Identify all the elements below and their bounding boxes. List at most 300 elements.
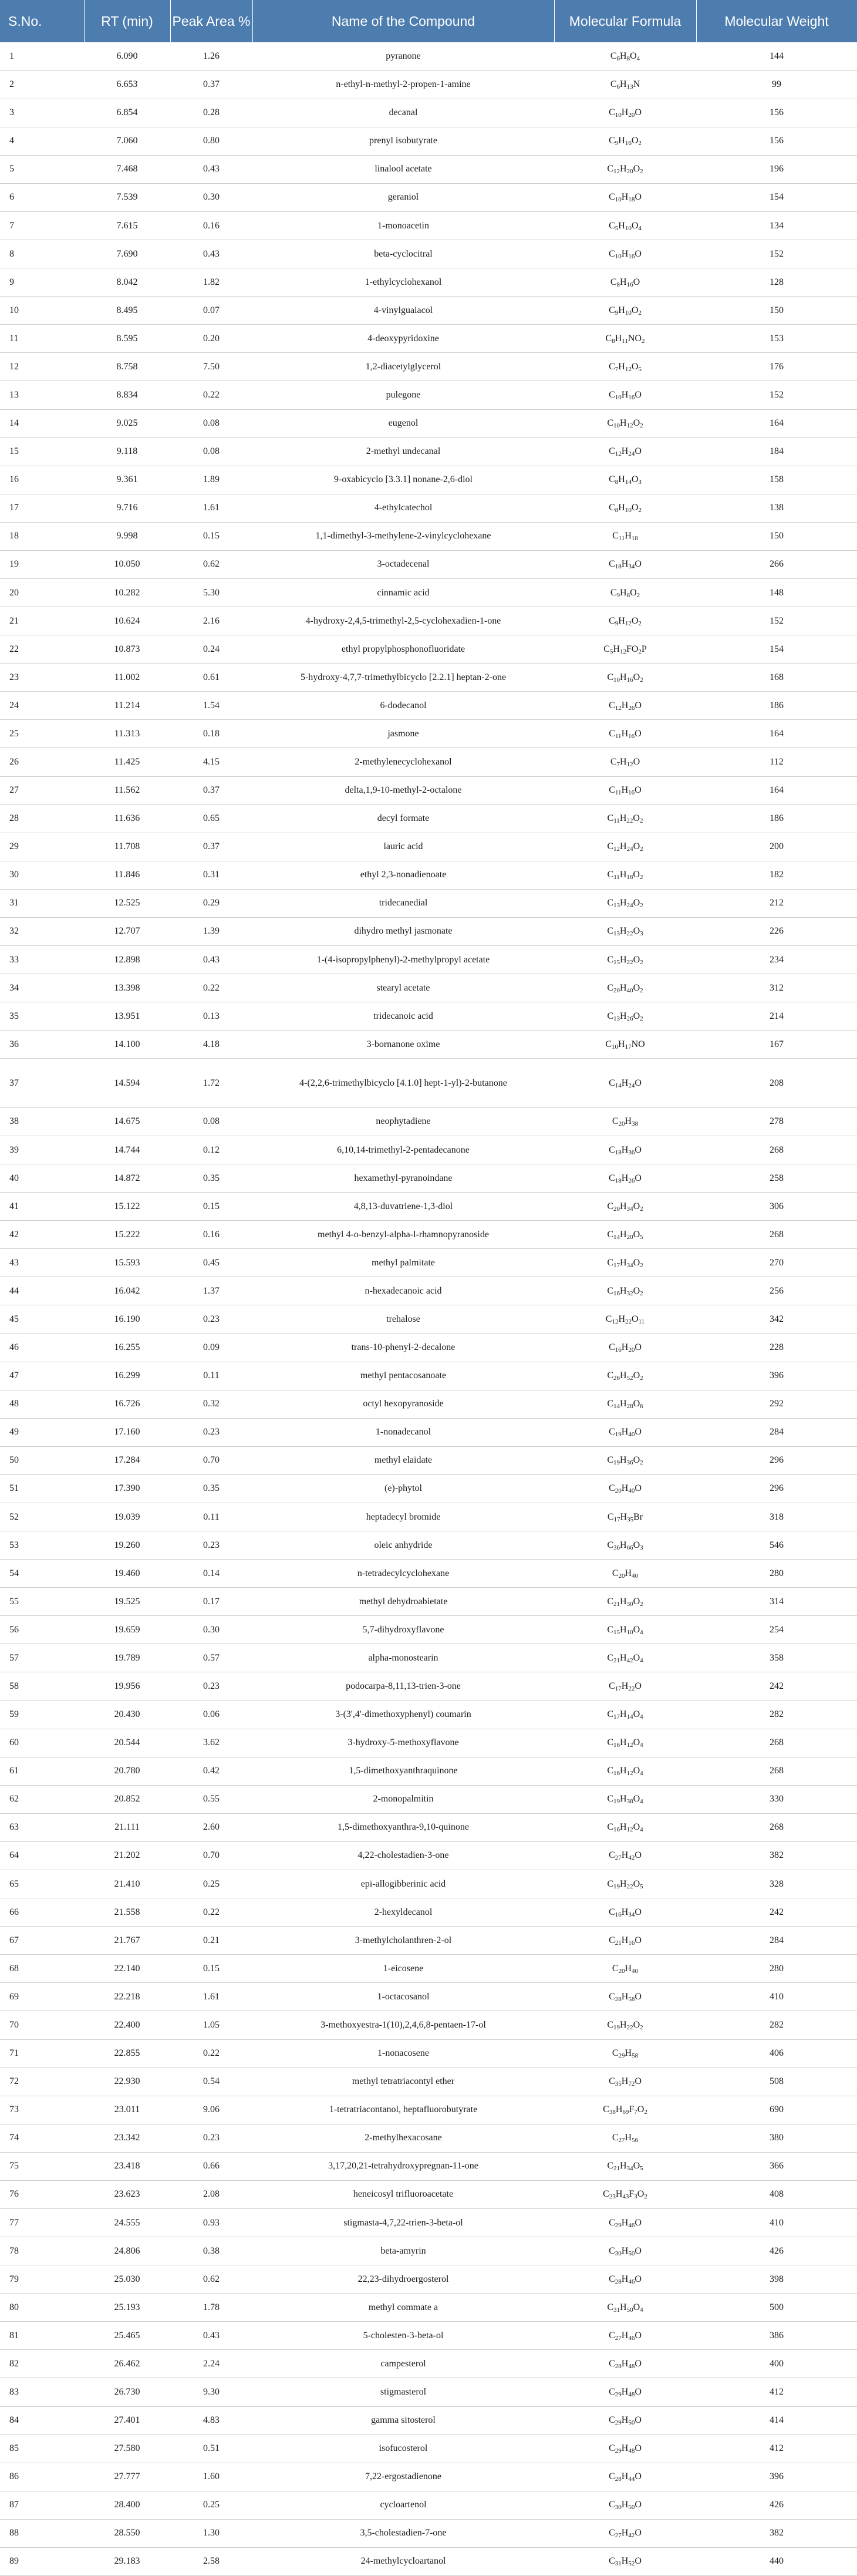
cell-peak-area: 0.15: [170, 522, 252, 550]
cell-compound-name: 4-vinylguaiacol: [252, 297, 554, 325]
cell-peak-area: 0.15: [170, 1193, 252, 1221]
table-row: [0, 2180, 857, 2208]
cell-serial-number: 85: [0, 2434, 84, 2463]
cell-molecular-formula: $C_{11}H_{22}O_2$: [554, 804, 696, 833]
cell-retention-time: 8.595: [84, 325, 170, 353]
cell-retention-time: 14.594: [84, 1059, 170, 1108]
table-row: [0, 1701, 857, 1729]
cell-peak-area: 7.50: [170, 353, 252, 381]
cell-peak-area: 0.21: [170, 1927, 252, 1955]
cell-retention-time: 13.951: [84, 1002, 170, 1031]
cell-molecular-weight: 426: [696, 2237, 857, 2265]
cell-retention-time: 21.111: [84, 1813, 170, 1841]
cell-molecular-weight: 410: [696, 2208, 857, 2237]
cell-serial-number: 19: [0, 550, 84, 578]
cell-peak-area: 0.28: [170, 99, 252, 127]
table-row: [0, 2294, 857, 2322]
cell-serial-number: 48: [0, 1390, 84, 1418]
cell-compound-name: 4-hydroxy-2,4,5-trimethyl-2,5-cyclohexadien-1-one: [252, 607, 554, 635]
cell-retention-time: 20.780: [84, 1757, 170, 1785]
cell-molecular-formula: $C_{16}H_{12}O_4$: [554, 1757, 696, 1785]
table-row: [0, 1644, 857, 1672]
cell-compound-name: 1-monoacetin: [252, 211, 554, 240]
cell-molecular-weight: 158: [696, 466, 857, 494]
cell-molecular-weight: 228: [696, 1334, 857, 1362]
cell-compound-name: heneicosyl trifluoroacetate: [252, 2180, 554, 2208]
cell-molecular-formula: $C_{19}H_{38}O_4$: [554, 1785, 696, 1813]
cell-retention-time: 16.190: [84, 1305, 170, 1334]
cell-compound-name: 5-cholesten-3-beta-ol: [252, 2322, 554, 2350]
cell-peak-area: 0.11: [170, 1503, 252, 1531]
table-row: [0, 1898, 857, 1927]
cell-serial-number: 51: [0, 1474, 84, 1503]
cell-molecular-weight: 234: [696, 946, 857, 974]
cell-peak-area: 0.25: [170, 2491, 252, 2519]
cell-compound-name: 1,5-dimethoxyanthra-9,10-quinone: [252, 1813, 554, 1841]
cell-serial-number: 62: [0, 1785, 84, 1813]
cell-retention-time: 25.465: [84, 2322, 170, 2350]
cell-compound-name: 3-methoxyestra-1(10),2,4,6,8-pentaen-17-ol: [252, 2011, 554, 2039]
cell-retention-time: 17.390: [84, 1474, 170, 1503]
cell-serial-number: 6: [0, 183, 84, 211]
cell-retention-time: 11.313: [84, 720, 170, 748]
cell-molecular-formula: $C_6H_8O_4$: [554, 42, 696, 70]
cell-compound-name: neophytadiene: [252, 1107, 554, 1136]
cell-peak-area: 0.80: [170, 127, 252, 155]
cell-retention-time: 24.806: [84, 2237, 170, 2265]
cell-peak-area: 1.39: [170, 917, 252, 945]
table-row: [0, 2491, 857, 2519]
cell-peak-area: 0.43: [170, 2322, 252, 2350]
cell-molecular-weight: 212: [696, 889, 857, 917]
cell-retention-time: 14.744: [84, 1136, 170, 1164]
cell-peak-area: 0.13: [170, 1002, 252, 1031]
table-row: [0, 2463, 857, 2491]
cell-serial-number: 25: [0, 720, 84, 748]
cell-serial-number: 54: [0, 1560, 84, 1588]
cell-retention-time: 16.299: [84, 1362, 170, 1390]
cell-serial-number: 73: [0, 2096, 84, 2124]
cell-molecular-weight: 690: [696, 2096, 857, 2124]
cell-peak-area: 0.31: [170, 861, 252, 889]
cell-retention-time: 19.039: [84, 1503, 170, 1531]
cell-compound-name: 24-methylcycloartanol: [252, 2547, 554, 2575]
cell-peak-area: 0.22: [170, 381, 252, 409]
cell-compound-name: hexamethyl-pyranoindane: [252, 1164, 554, 1193]
cell-peak-area: 0.24: [170, 635, 252, 664]
cell-serial-number: 23: [0, 664, 84, 692]
cell-peak-area: 0.37: [170, 776, 252, 804]
cell-molecular-weight: 266: [696, 550, 857, 578]
cell-compound-name: methyl pentacosanoate: [252, 1362, 554, 1390]
cell-serial-number: 86: [0, 2463, 84, 2491]
cell-retention-time: 6.090: [84, 42, 170, 70]
cell-peak-area: 0.70: [170, 1446, 252, 1474]
cell-serial-number: 28: [0, 804, 84, 833]
cell-retention-time: 24.555: [84, 2208, 170, 2237]
cell-molecular-weight: 152: [696, 381, 857, 409]
cell-molecular-weight: 186: [696, 804, 857, 833]
cell-serial-number: 42: [0, 1221, 84, 1249]
cell-molecular-weight: 242: [696, 1898, 857, 1927]
cell-molecular-weight: 426: [696, 2491, 857, 2519]
cell-retention-time: 10.873: [84, 635, 170, 664]
cell-retention-time: 29.183: [84, 2547, 170, 2575]
cell-serial-number: 35: [0, 1002, 84, 1031]
cell-compound-name: 7,22-ergostadienone: [252, 2463, 554, 2491]
table-row: [0, 70, 857, 99]
cell-peak-area: 0.57: [170, 1644, 252, 1672]
cell-retention-time: 6.854: [84, 99, 170, 127]
cell-molecular-formula: $C_{14}H_{20}O_5$: [554, 1221, 696, 1249]
cell-compound-name: 1-ethylcyclohexanol: [252, 268, 554, 297]
cell-compound-name: 2-hexyldecanol: [252, 1898, 554, 1927]
cell-molecular-weight: 152: [696, 607, 857, 635]
cell-molecular-formula: $C_{21}H_{42}O_4$: [554, 1644, 696, 1672]
cell-molecular-formula: $C_{10}H_{17}NO$: [554, 1031, 696, 1059]
cell-peak-area: 0.06: [170, 1701, 252, 1729]
cell-retention-time: 20.544: [84, 1729, 170, 1757]
cell-molecular-formula: $C_{29}H_{50}O$: [554, 2406, 696, 2434]
cell-compound-name: stigmasterol: [252, 2378, 554, 2406]
table-row: [0, 1249, 857, 1277]
cell-peak-area: 4.15: [170, 748, 252, 776]
cell-retention-time: 15.593: [84, 1249, 170, 1277]
cell-molecular-formula: $C_{10}H_{12}O_2$: [554, 409, 696, 437]
cell-compound-name: 1-eicosene: [252, 1955, 554, 1983]
cell-molecular-weight: 256: [696, 1277, 857, 1305]
table-row: [0, 2322, 857, 2350]
cell-serial-number: 29: [0, 833, 84, 861]
cell-molecular-formula: $C_{15}H_{22}O_2$: [554, 946, 696, 974]
cell-serial-number: 82: [0, 2350, 84, 2378]
cell-compound-name: stearyl acetate: [252, 974, 554, 1002]
cell-serial-number: 63: [0, 1813, 84, 1841]
cell-serial-number: 60: [0, 1729, 84, 1757]
cell-molecular-weight: 306: [696, 1193, 857, 1221]
cell-serial-number: 77: [0, 2208, 84, 2237]
cell-retention-time: 14.872: [84, 1164, 170, 1193]
cell-serial-number: 3: [0, 99, 84, 127]
cell-serial-number: 16: [0, 466, 84, 494]
cell-molecular-weight: 254: [696, 1616, 857, 1644]
cell-molecular-weight: 268: [696, 1221, 857, 1249]
cell-peak-area: 0.16: [170, 211, 252, 240]
cell-molecular-formula: $C_{31}H_{52}O$: [554, 2547, 696, 2575]
cell-molecular-weight: 284: [696, 1418, 857, 1446]
cell-compound-name: pyranone: [252, 42, 554, 70]
cell-molecular-formula: $C_8H_{16}O$: [554, 268, 696, 297]
cell-serial-number: 72: [0, 2067, 84, 2096]
cell-serial-number: 67: [0, 1927, 84, 1955]
cell-retention-time: 8.042: [84, 268, 170, 297]
cell-serial-number: 24: [0, 692, 84, 720]
table-row: [0, 1193, 857, 1221]
cell-peak-area: 9.30: [170, 2378, 252, 2406]
table-row: [0, 1531, 857, 1560]
cell-compound-name: podocarpa-8,11,13-trien-3-one: [252, 1672, 554, 1701]
cell-compound-name: decanal: [252, 99, 554, 127]
cell-molecular-formula: $C_{29}H_{48}O$: [554, 2378, 696, 2406]
header-molecular-formula: Molecular Formula: [554, 0, 696, 42]
cell-retention-time: 19.659: [84, 1616, 170, 1644]
table-row: [0, 2096, 857, 2124]
cell-molecular-formula: $C_{31}H_{50}O_4$: [554, 2294, 696, 2322]
cell-serial-number: 46: [0, 1334, 84, 1362]
cell-retention-time: 22.930: [84, 2067, 170, 2096]
cell-retention-time: 22.855: [84, 2039, 170, 2067]
cell-peak-area: 0.35: [170, 1164, 252, 1193]
cell-molecular-formula: $C_{20}H_{40}$: [554, 1955, 696, 1983]
cell-compound-name: (e)-phytol: [252, 1474, 554, 1503]
cell-compound-name: 2-monopalmitin: [252, 1785, 554, 1813]
cell-molecular-weight: 382: [696, 2519, 857, 2547]
cell-compound-name: trehalose: [252, 1305, 554, 1334]
cell-peak-area: 1.26: [170, 42, 252, 70]
cell-molecular-weight: 242: [696, 1672, 857, 1701]
cell-molecular-weight: 138: [696, 494, 857, 522]
cell-molecular-formula: $C_{10}H_{18}O$: [554, 183, 696, 211]
cell-retention-time: 19.789: [84, 1644, 170, 1672]
cell-compound-name: 1-nonacosene: [252, 2039, 554, 2067]
cell-molecular-formula: $C_{13}H_{24}O_2$: [554, 889, 696, 917]
cell-serial-number: 12: [0, 353, 84, 381]
table-row: [0, 268, 857, 297]
table-row: [0, 155, 857, 183]
cell-retention-time: 27.777: [84, 2463, 170, 2491]
cell-molecular-formula: $C_{35}H_{72}O$: [554, 2067, 696, 2096]
cell-serial-number: 66: [0, 1898, 84, 1927]
cell-peak-area: 0.35: [170, 1474, 252, 1503]
cell-molecular-weight: 268: [696, 1729, 857, 1757]
cell-peak-area: 0.37: [170, 70, 252, 99]
table-row: [0, 42, 857, 70]
table-row: [0, 720, 857, 748]
cell-retention-time: 8.834: [84, 381, 170, 409]
cell-serial-number: 41: [0, 1193, 84, 1221]
cell-peak-area: 0.45: [170, 1249, 252, 1277]
cell-molecular-formula: $C_{20}H_{38}$: [554, 1107, 696, 1136]
cell-compound-name: n-tetradecylcyclohexane: [252, 1560, 554, 1588]
cell-molecular-formula: $C_{13}H_{22}O_3$: [554, 917, 696, 945]
cell-serial-number: 18: [0, 522, 84, 550]
cell-compound-name: cinnamic acid: [252, 578, 554, 607]
cell-peak-area: 0.23: [170, 1305, 252, 1334]
cell-serial-number: 26: [0, 748, 84, 776]
table-row: [0, 494, 857, 522]
table-row: [0, 353, 857, 381]
cell-molecular-weight: 128: [696, 268, 857, 297]
cell-retention-time: 21.202: [84, 1841, 170, 1870]
table-row: [0, 804, 857, 833]
cell-peak-area: 0.70: [170, 1841, 252, 1870]
cell-retention-time: 6.653: [84, 70, 170, 99]
cell-serial-number: 17: [0, 494, 84, 522]
cell-peak-area: 2.16: [170, 607, 252, 635]
cell-retention-time: 10.624: [84, 607, 170, 635]
cell-molecular-weight: 398: [696, 2265, 857, 2294]
table-row: [0, 2265, 857, 2294]
cell-serial-number: 31: [0, 889, 84, 917]
cell-peak-area: 4.83: [170, 2406, 252, 2434]
cell-peak-area: 1.72: [170, 1059, 252, 1108]
cell-molecular-formula: $C_{15}H_{10}O_4$: [554, 1616, 696, 1644]
cell-peak-area: 0.62: [170, 550, 252, 578]
cell-serial-number: 89: [0, 2547, 84, 2575]
cell-peak-area: 0.30: [170, 1616, 252, 1644]
table-row: [0, 635, 857, 664]
cell-molecular-formula: $C_{10}H_{16}O$: [554, 240, 696, 268]
table-row: [0, 974, 857, 1002]
cell-compound-name: methyl commate a: [252, 2294, 554, 2322]
cell-molecular-weight: 408: [696, 2180, 857, 2208]
cell-molecular-formula: $C_{30}H_{50}O$: [554, 2237, 696, 2265]
cell-molecular-formula: $C_{28}H_{46}O$: [554, 2265, 696, 2294]
cell-molecular-weight: 154: [696, 635, 857, 664]
cell-molecular-weight: 358: [696, 1644, 857, 1672]
cell-molecular-weight: 186: [696, 692, 857, 720]
table-row: [0, 1164, 857, 1193]
cell-compound-name: pulegone: [252, 381, 554, 409]
cell-retention-time: 13.398: [84, 974, 170, 1002]
cell-compound-name: n-ethyl-n-methyl-2-propen-1-amine: [252, 70, 554, 99]
cell-molecular-weight: 208: [696, 1059, 857, 1108]
cell-molecular-weight: 156: [696, 99, 857, 127]
cell-molecular-weight: 164: [696, 776, 857, 804]
cell-compound-name: methyl elaidate: [252, 1446, 554, 1474]
table-row: [0, 2208, 857, 2237]
cell-molecular-formula: $C_{12}H_{24}O$: [554, 437, 696, 466]
cell-compound-name: heptadecyl bromide: [252, 1503, 554, 1531]
cell-retention-time: 14.675: [84, 1107, 170, 1136]
cell-molecular-formula: $C_{16}H_{32}O_2$: [554, 1277, 696, 1305]
cell-retention-time: 12.898: [84, 946, 170, 974]
cell-peak-area: 0.43: [170, 240, 252, 268]
cell-molecular-formula: $C_{17}H_{14}O_4$: [554, 1701, 696, 1729]
cell-serial-number: 50: [0, 1446, 84, 1474]
cell-compound-name: delta,1,9-10-methyl-2-octalone: [252, 776, 554, 804]
cell-molecular-weight: 99: [696, 70, 857, 99]
cell-molecular-formula: $C_{11}H_{16}O$: [554, 776, 696, 804]
cell-molecular-weight: 153: [696, 325, 857, 353]
cell-retention-time: 27.580: [84, 2434, 170, 2463]
cell-molecular-formula: $C_{12}H_{26}O$: [554, 692, 696, 720]
cell-compound-name: 4,22-cholestadien-3-one: [252, 1841, 554, 1870]
table-row: [0, 381, 857, 409]
cell-serial-number: 10: [0, 297, 84, 325]
cell-compound-name: 5,7-dihydroxyflavone: [252, 1616, 554, 1644]
cell-molecular-weight: 164: [696, 409, 857, 437]
cell-molecular-weight: 164: [696, 720, 857, 748]
cell-retention-time: 7.690: [84, 240, 170, 268]
cell-peak-area: 0.38: [170, 2237, 252, 2265]
table-row: [0, 1757, 857, 1785]
header-serial-number: S.No.: [0, 0, 84, 42]
cell-compound-name: methyl dehydroabietate: [252, 1588, 554, 1616]
header-compound-name: Name of the Compound: [252, 0, 554, 42]
cell-serial-number: 78: [0, 2237, 84, 2265]
cell-serial-number: 2: [0, 70, 84, 99]
cell-serial-number: 20: [0, 578, 84, 607]
cell-molecular-weight: 258: [696, 1164, 857, 1193]
cell-retention-time: 11.425: [84, 748, 170, 776]
cell-retention-time: 7.539: [84, 183, 170, 211]
table-row: [0, 1616, 857, 1644]
cell-molecular-formula: $C_{28}H_{44}O$: [554, 2463, 696, 2491]
cell-molecular-formula: $C_{10}H_{16}O$: [554, 381, 696, 409]
cell-peak-area: 0.22: [170, 2039, 252, 2067]
cell-serial-number: 39: [0, 1136, 84, 1164]
table-row: [0, 2406, 857, 2434]
cell-serial-number: 52: [0, 1503, 84, 1531]
table-row: [0, 2039, 857, 2067]
table-row: [0, 664, 857, 692]
cell-retention-time: 20.852: [84, 1785, 170, 1813]
cell-molecular-formula: $C_{14}H_{24}O$: [554, 1059, 696, 1108]
cell-retention-time: 28.550: [84, 2519, 170, 2547]
cell-peak-area: 0.30: [170, 183, 252, 211]
cell-molecular-formula: $C_{18}H_{36}O$: [554, 1136, 696, 1164]
cell-molecular-formula: $C_9H_{10}O_2$: [554, 297, 696, 325]
cell-compound-name: linalool acetate: [252, 155, 554, 183]
cell-serial-number: 45: [0, 1305, 84, 1334]
cell-molecular-formula: $C_{29}H_{48}O$: [554, 2434, 696, 2463]
cell-compound-name: geraniol: [252, 183, 554, 211]
cell-peak-area: 0.09: [170, 1334, 252, 1362]
cell-molecular-formula: $C_9H_8O_2$: [554, 578, 696, 607]
cell-molecular-formula: $C_{36}H_{66}O_3$: [554, 1531, 696, 1560]
cell-molecular-formula: $C_{29}H_{46}O$: [554, 2208, 696, 2237]
cell-compound-name: alpha-monostearin: [252, 1644, 554, 1672]
cell-molecular-formula: $C_{26}H_{52}O_2$: [554, 1362, 696, 1390]
cell-serial-number: 21: [0, 607, 84, 635]
cell-retention-time: 14.100: [84, 1031, 170, 1059]
cell-retention-time: 10.282: [84, 578, 170, 607]
cell-compound-name: dihydro methyl jasmonate: [252, 917, 554, 945]
cell-compound-name: 1-tetratriacontanol, heptafluorobutyrate: [252, 2096, 554, 2124]
cell-molecular-formula: $C_{28}H_{58}O$: [554, 1983, 696, 2011]
table-row: [0, 211, 857, 240]
cell-peak-area: 1.61: [170, 1983, 252, 2011]
cell-compound-name: methyl tetratriacontyl ether: [252, 2067, 554, 2096]
cell-retention-time: 7.060: [84, 127, 170, 155]
cell-peak-area: 0.23: [170, 1531, 252, 1560]
cell-molecular-weight: 150: [696, 297, 857, 325]
cell-compound-name: epi-allogibberinic acid: [252, 1870, 554, 1898]
cell-compound-name: 1,1-dimethyl-3-methylene-2-vinylcyclohexane: [252, 522, 554, 550]
table-row: [0, 1503, 857, 1531]
cell-compound-name: 3-(3',4'-dimethoxyphenyl) coumarin: [252, 1701, 554, 1729]
table-row: [0, 917, 857, 945]
table-row: [0, 550, 857, 578]
cell-retention-time: 15.122: [84, 1193, 170, 1221]
cell-serial-number: 81: [0, 2322, 84, 2350]
cell-molecular-formula: $C_{21}H_{16}O$: [554, 1927, 696, 1955]
cell-retention-time: 11.846: [84, 861, 170, 889]
cell-serial-number: 7: [0, 211, 84, 240]
cell-molecular-weight: 380: [696, 2124, 857, 2152]
cell-compound-name: 9-oxabicyclo [3.3.1] nonane-2,6-diol: [252, 466, 554, 494]
cell-molecular-weight: 318: [696, 1503, 857, 1531]
cell-retention-time: 7.468: [84, 155, 170, 183]
cell-serial-number: 38: [0, 1107, 84, 1136]
cell-serial-number: 64: [0, 1841, 84, 1870]
cell-serial-number: 40: [0, 1164, 84, 1193]
cell-peak-area: 1.60: [170, 2463, 252, 2491]
cell-molecular-weight: 112: [696, 748, 857, 776]
table-row: [0, 833, 857, 861]
cell-retention-time: 21.558: [84, 1898, 170, 1927]
